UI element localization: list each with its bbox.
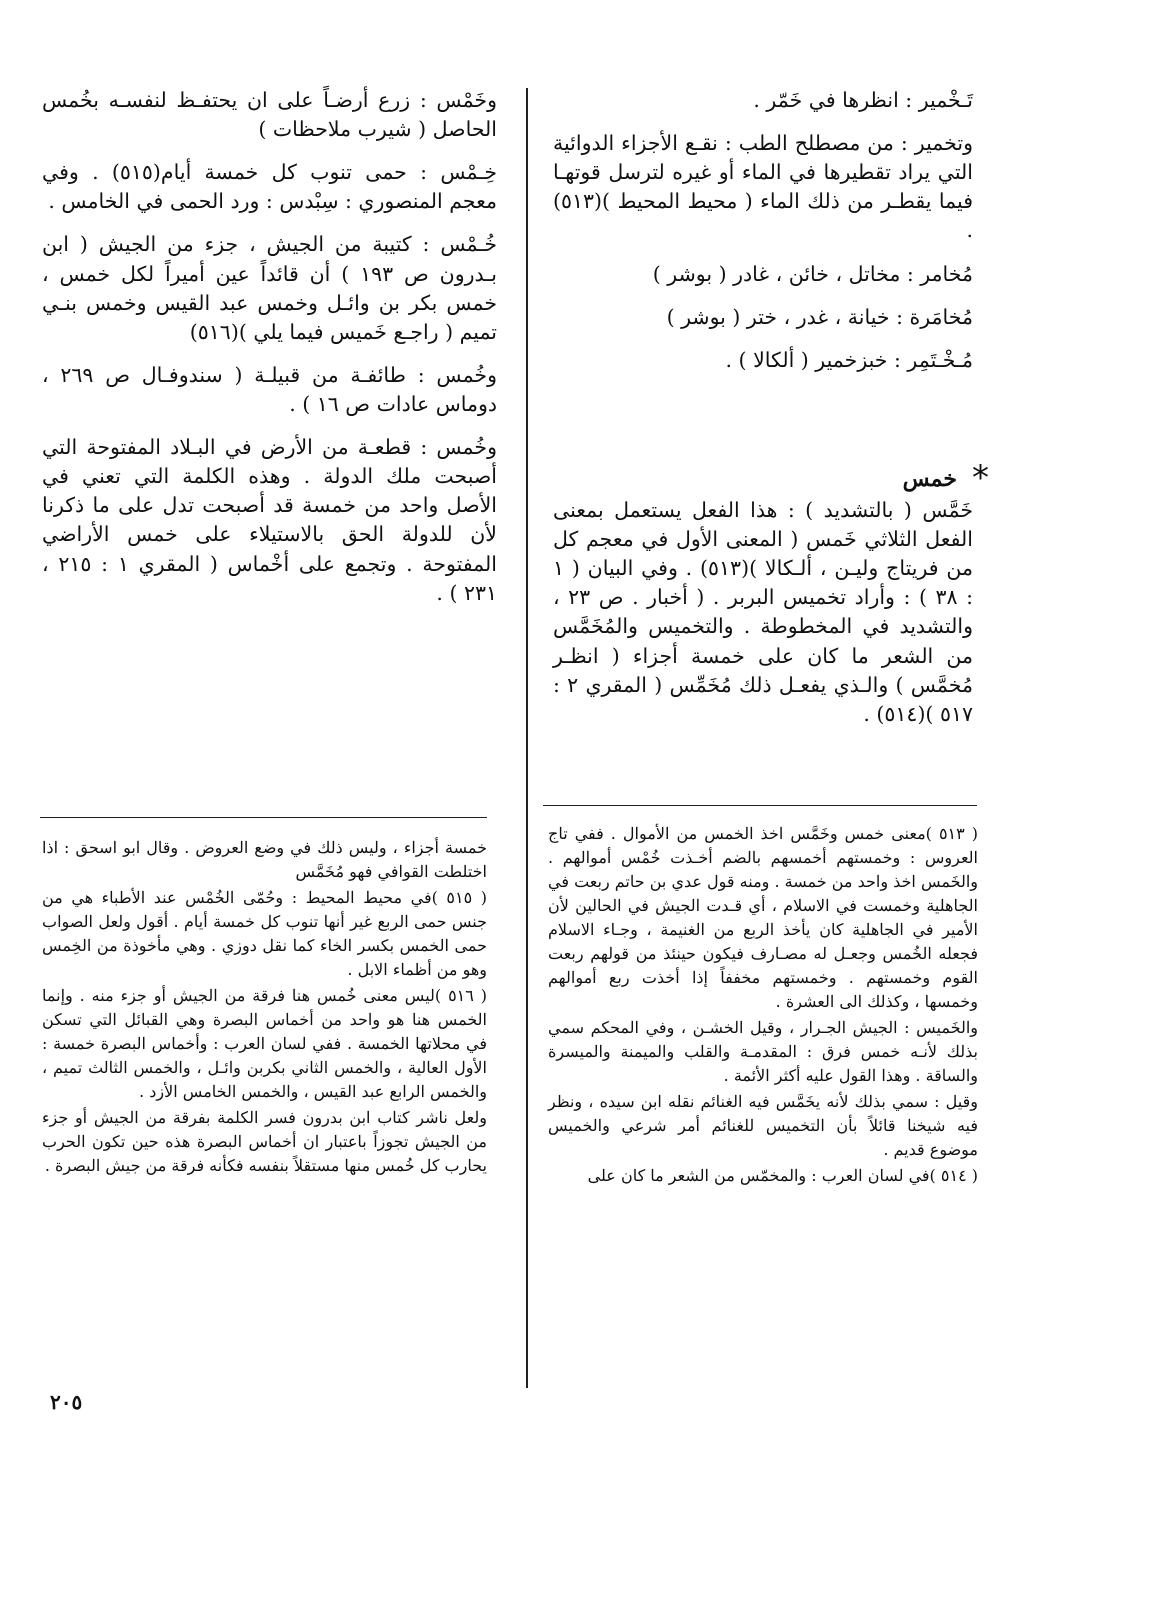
footnote-514: ( ٥١٤ )في لسان العرب : والمخمّس من الشعر ما كان على — [587, 1166, 978, 1185]
column-divider — [526, 88, 528, 1388]
left-column — [42, 86, 497, 622]
entry-khums-taifa: وخُمس : طائفـة من قبيلـة ( سندوفـال ص ٢٦٩ ، دوماس عادات ص ١٦ ) . — [42, 362, 497, 416]
entry-takhmir: تَـخْمير : انظرها في خَمّر . — [753, 88, 973, 112]
footnote-513: ( ٥١٣ )معنى خمس وخَمَّس اخذ الخمس من الأموال . ففي تاج العروس : وخمستهم أخمسهم بالضم أخـذت خُمْس أموالهم . والخَمس اخذ واحد من خمسة . ومنه قول عدي بن حاتم ربعت في الجاهلية وخمست في الاسلام ، أي قـدت الجيش في الحالين لأن الأمير في الجاهلية كان يأخذ الربع من الغنيمة ، وجـاء الاسلام فجعله الخُمس وجعـل له مصـارف فيكون حينئذ من قولهم ربعت القوم وخمستهم . وخمستهم مخففاً إذا أخذت ربع أموالهم وخمسها ، وكذلك الى العشرة . — [548, 824, 979, 1011]
page-number: ٢٠٥ — [50, 1390, 83, 1414]
entry-khammas: خَمَّس ( بالتشديد ) : هذا الفعل يستعمل بمعنى الفعل الثلاثي خَمس ( المعنى الأول في معجم كل من فريتاج وليـن ، ألـكالا )(٥١٣) . وفي البيان ( ١ : ٣٨ ) : وأراد تخميس البربر . ( أخبار . ص ٢٣ ، والتشديد في المخطوطة . والتخميس والمُخَمَّس من الشعر ما كان على خمسة أجزاء ( انظـر مُخمَّس ) والـذي يفعـل ذلك مُخَمِّس ( المقري ٢ : ٥١٧ )(٥١٤) . — [553, 498, 973, 726]
entry-khums-katiba: خُـمْس : كتيبة من الجيش ، جزء من الجيش ( ابن بـدرون ص ١٩٣ ) أن قائداً عين أميراً لكل خمس ، خمس بكر بن وائـل وخمس عبد القيس وخمس بنـي تميم ( راجـع خَميس فيما يلي )(٥١٦) — [42, 232, 497, 344]
footnote-516-cont: ولعل ناشر كتاب ابن بدرون فسر الكلمة بفرقة من الجيش أو جزء من الجيش تجوزاً باعتبار ان أخماس البصرة هذه حين تكون الحرب يحارب كل خُمس منها مستقلاً بنفسه فكأنه فرقة من جيش البصرة . — [42, 1108, 487, 1175]
entry-mukhtamir: مُـخْـتَمِر : خبزخمير ( ألكالا ) . — [725, 347, 973, 372]
entry-khims: خِـمْس : حمى تنوب كل خمسة أيام(٥١٥) . وفي معجم المنصوري : سِبْدس : ورد الحمى في الخامس . — [42, 160, 497, 214]
footnote-514-cont: خمسة أجزاء ، وليس ذلك في وضع العروض . وقال ابو اسحق : اذا اختلطت القوافي فهو مُخَمَّس — [42, 838, 487, 881]
footnote-rule-left — [40, 817, 487, 818]
footnote-rule-right — [543, 805, 977, 806]
right-column-top — [553, 86, 973, 389]
entry-khams-zar: وخَمْس : زرع أرضـاً على ان يحتفـظ لنفسـه بخُمس الحاصل ( شيرب ملاحظات ) — [42, 88, 497, 142]
entry-mukhamir: مُخامر : مخاتل ، خائن ، غادر ( بوشر ) — [652, 261, 973, 286]
entry-takhmir-medical: وتخمير : من مصطلح الطب : نقـع الأجزاء الدوائية التي يراد تقطيرها في الماء أو غيره لترسل قوتهـا فيما يقطـر من ذلك الماء ( محيط المحيط )(٥١٣) . — [553, 131, 973, 243]
footnote-516: ( ٥١٦ )ليس معنى خُمس هنا فرقة من الجيش أو جزء منه . وإنما الخمس هنا هو واحد من أخماس البصرة وهي القبائل التي تسكن في محلاتها الخمسة . ففي لسان العرب : وأخماس البصرة خمسة : الأول العالية ، والخمس الثاني بكربن وائـل ، والخمس الثالث تميم ، والخمس الرابع عبد القيس ، والخمس الخامس الأزد . — [42, 986, 488, 1101]
footnote-513-qil: وقيل : سمي بذلك لأنه يخَمَّس فيه الغنائم نقله ابن سيده ، ونظر فيه شيخنا قائلاً بأن التخميس للغنائم أمر شرعي والخميس موضوع قديم . — [548, 1092, 978, 1159]
right-column-bottom — [553, 496, 973, 743]
footnote-515: ( ٥١٥ )في محيط المحيط : وحُمّى الخُمْس عند الأطباء هي من جنس حمى الربع غير أنها تنوب كل خمسة أيام . أقول ولعل الصواب حمى الخمس بكسر الخاء كما نقل دوزي . وهي مأخوذة من الخِمس وهو من أظماء الابل . — [42, 888, 487, 979]
root-marker: * — [972, 458, 989, 498]
root-heading: خمس — [902, 466, 957, 492]
entry-khums-ard: وخُمس : قطعـة من الأرض في البـلاد المفتوحة التي أصبحت ملك الدولة . وهذه الكلمة التي تعني في الأصل واحد من خمسة قد أصبحت تدل على ما ذكرنا لأن للدولة الحق بالاستيلاء على خمس الأراضي المفتوحة . وتجمع على أخْماس ( المقري ١ : ٢١٥ ، ٢٣١ ) . — [42, 435, 497, 605]
footnote-513-khamis: والخَميس : الجيش الجـرار ، وقيل الخشـن ، وفي المحكم سمي بذلك لأنـه خمس فرق : المقدمـة والقلب والميمنة والميسرة والساقة . وهذا القول عليه أكثر الأئمة . — [548, 1018, 978, 1085]
entry-mukhamara: مُخامَرة : خيانة ، غدر ، ختر ( بوشر ) — [666, 304, 973, 329]
footnotes-right — [548, 822, 978, 1190]
footnotes-left — [42, 836, 487, 1180]
